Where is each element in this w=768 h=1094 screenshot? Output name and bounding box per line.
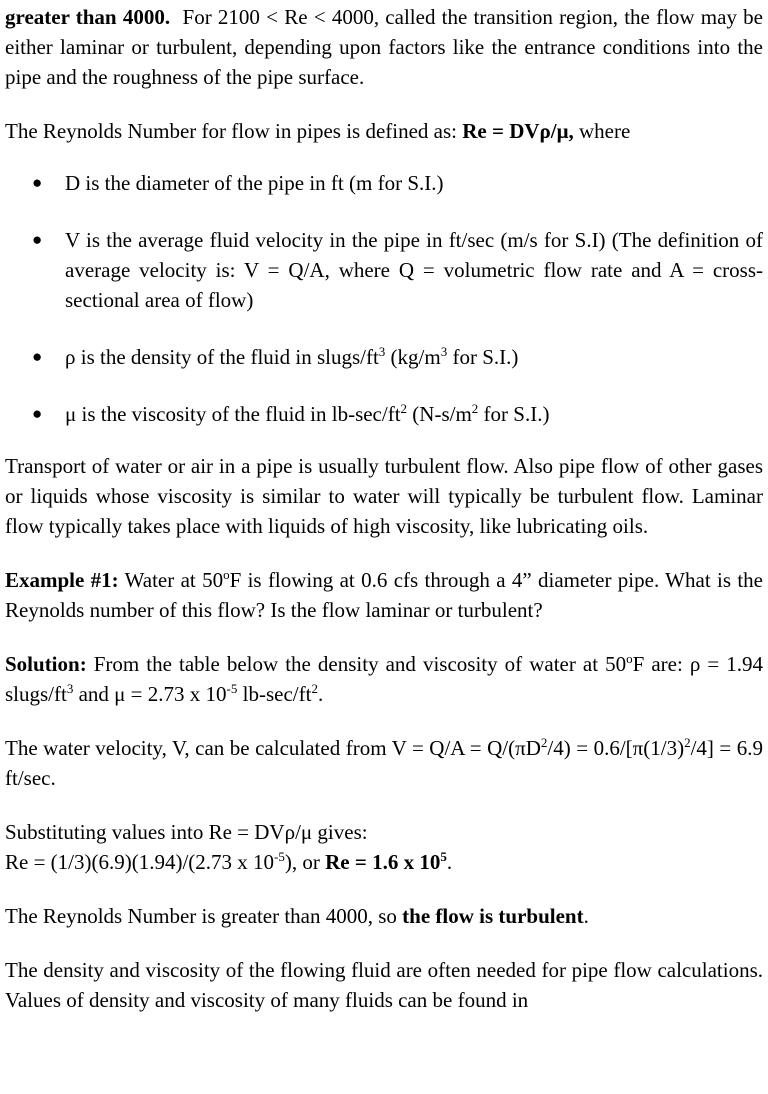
list-item bbox=[5, 342, 763, 372]
substitute-paragraph: Substituting values into Re = DVρ/μ gives: Re = (1/3)(6.9)(1.94)/(2.73 x $10^{-5}$), or Re = 1.6 x $10^5$. bbox=[5, 820, 453, 874]
example-label: Example #1: bbox=[5, 568, 119, 592]
list-item bbox=[5, 225, 763, 315]
bullet-density: ρ is the density of the fluid in slugs/$ft^3$ ($kg/m^3$ for S.I.) bbox=[65, 344, 519, 369]
result-value: Re = 1.6 x $10^5$ bbox=[325, 849, 447, 874]
bullet-icon: ● bbox=[32, 404, 43, 423]
definition-text: The Reynolds Number for flow in pipes is defined as: bbox=[5, 119, 457, 143]
transport-paragraph: Transport of water or air in a pipe is usually turbulent flow. Also pipe flow of other gases or liquids whose viscosity is similar to water will typically be turbulent flow. Laminar flow typically takes place with liquids of high viscosity, like lubricating oils. bbox=[5, 454, 763, 538]
document-page bbox=[5, 2, 763, 1015]
bullet-velocity: V is the average fluid velocity in the pipe in ft/sec (m/s for S.I) (The definition of average velocity is: V = Q/A, where Q = volumetric flow rate and A = cross-sectional area of flow) bbox=[65, 228, 763, 312]
bullet-diameter: D is the diameter of the pipe in ft (m for S.I.) bbox=[65, 171, 444, 195]
reynolds-formula: Re = DVρ/μ, bbox=[462, 119, 574, 143]
solution-paragraph: Solution: From the table below the density and viscosity of water at 50$^o$F are: ρ = 1.94 slugs/$ft^3$ and μ = 2.73 x $10^{-5}$ $lb-\sec/ft^2$. bbox=[5, 651, 763, 706]
list-item bbox=[5, 168, 763, 198]
intro-paragraph bbox=[5, 2, 763, 92]
bullet-icon: ● bbox=[32, 230, 43, 249]
variable-list bbox=[5, 168, 763, 429]
definition-paragraph bbox=[5, 116, 763, 146]
substitute-line: Substituting values into Re = DVρ/μ gives: bbox=[5, 820, 368, 844]
bullet-viscosity: μ is the viscosity of the fluid in $lb-\sec/ft^2$ ($N-s/m^2$ for S.I.) bbox=[65, 401, 550, 426]
closing-paragraph: The density and viscosity of the flowing fluid are often needed for pipe flow calculations. Values of density and viscosity of many fluids can be found in bbox=[5, 958, 763, 1012]
example-paragraph: Example #1: Water at 50$^o$F is flowing at 0.6 cfs through a 4” diameter pipe. What is the Reynolds number of this flow? Is the flow laminar or turbulent? bbox=[5, 567, 763, 622]
intro-bold-lead: greater than 4000. bbox=[5, 5, 171, 29]
conclusion-bold: the flow is turbulent bbox=[402, 904, 584, 928]
list-item bbox=[5, 399, 763, 429]
bullet-icon: ● bbox=[32, 347, 43, 366]
intro-text: For 2100 < Re < 4000, called the transition region, the flow may be either laminar or turbulent, depending upon factors like the entrance conditions into the pipe and the roughness of the pipe surface. bbox=[5, 5, 764, 89]
bullet-icon: ● bbox=[32, 173, 43, 192]
conclusion-paragraph: The Reynolds Number is greater than 4000, so the flow is turbulent. bbox=[5, 904, 589, 928]
definition-suffix: where bbox=[579, 119, 631, 143]
velocity-paragraph: The water velocity, V, can be calculated from $V = Q/A = Q/(\pi D^2/4) = 0.6/[\pi(1/3)^2/4] = 6.9$ ft/sec. bbox=[5, 735, 763, 790]
solution-label: Solution: bbox=[5, 652, 87, 676]
